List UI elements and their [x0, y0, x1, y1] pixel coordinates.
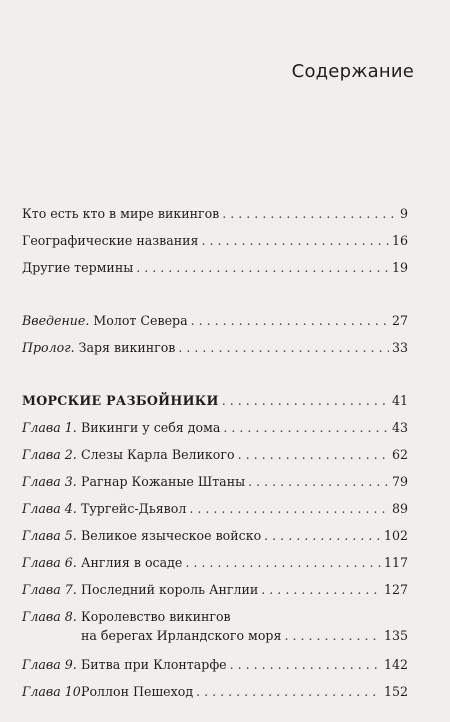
- toc-chapter-label: Роллон Пешеход: [81, 684, 194, 699]
- toc-entry-prefix: Пролог.: [22, 340, 75, 355]
- toc-chapter-number: Глава 3.: [22, 474, 77, 489]
- toc-entry-page: 33: [391, 340, 408, 355]
- page-title: Содержание: [291, 61, 414, 82]
- toc-chapter-label: Викинги у себя дома: [81, 420, 221, 435]
- toc-chapter-label: Битва при Клонтарфе: [81, 657, 227, 672]
- toc-chapter-page: 79: [391, 474, 408, 489]
- toc-chapter-page: 127: [383, 582, 408, 597]
- toc-entry-other-terms[interactable]: [22, 260, 408, 276]
- toc-chapter-4[interactable]: [22, 501, 408, 517]
- toc-chapter-page: 135: [383, 628, 408, 643]
- toc-chapter-number: Глава 9.: [22, 657, 77, 672]
- dot-leader: [178, 340, 389, 356]
- toc-entry-label: Другие термины: [22, 260, 134, 275]
- toc-chapter-3[interactable]: [22, 474, 408, 490]
- toc-chapter-label: Слезы Карла Великого: [81, 447, 235, 462]
- toc-chapter-label: Тургейс-Дьявол: [81, 501, 187, 516]
- toc-chapter-10[interactable]: [22, 684, 408, 700]
- dot-leader: [191, 313, 389, 329]
- toc-chapter-number: Глава 5.: [22, 528, 77, 543]
- dot-leader: [222, 206, 397, 222]
- toc-chapter-number: Глава 4.: [22, 501, 77, 516]
- toc-entry-page: 9: [399, 206, 408, 221]
- toc-entry-page: 27: [391, 313, 408, 328]
- toc-chapter-1[interactable]: [22, 420, 408, 436]
- toc-entry-prologue[interactable]: [22, 340, 408, 356]
- toc-entry-label: Географические названия: [22, 233, 199, 248]
- toc-chapter-number: Глава 1.: [22, 420, 77, 435]
- toc-chapter-page: 102: [383, 528, 408, 543]
- dot-leader: [222, 393, 389, 409]
- toc-chapter-9[interactable]: [22, 657, 408, 673]
- toc-chapter-page: 89: [391, 501, 408, 516]
- toc-chapter-number: Глава 8.: [22, 609, 77, 624]
- dot-leader: [196, 684, 381, 700]
- dot-leader: [238, 447, 389, 463]
- toc-section-label: МОРСКИЕ РАЗБОЙНИКИ: [22, 393, 219, 408]
- toc-entry-label: Молот Севера: [93, 313, 188, 328]
- toc-chapter-label: Рагнар Кожаные Штаны: [81, 474, 246, 489]
- toc-chapter-8-continued[interactable]: [81, 628, 408, 644]
- dot-leader: [201, 233, 389, 249]
- toc-chapter-page: 43: [391, 420, 408, 435]
- dot-leader: [189, 501, 389, 517]
- toc-chapter-label-continued: на берегах Ирландского моря: [81, 628, 282, 643]
- toc-entry-introduction[interactable]: [22, 313, 408, 329]
- toc-chapter-page: 62: [391, 447, 408, 462]
- toc-chapter-2[interactable]: [22, 447, 408, 463]
- toc-chapter-number: Глава 7.: [22, 582, 77, 597]
- toc-chapter-6[interactable]: [22, 555, 408, 571]
- toc-entry-label: Заря викингов: [78, 340, 176, 355]
- dot-leader: [185, 555, 381, 571]
- toc-chapter-page: 142: [383, 657, 408, 672]
- toc-entry-page: 19: [391, 260, 408, 275]
- dot-leader: [284, 628, 381, 644]
- toc-section-page: 41: [391, 393, 408, 408]
- toc-chapter-label: Последний король Англии: [81, 582, 259, 597]
- toc-entry-geographic-names[interactable]: [22, 233, 408, 249]
- toc-chapter-label: Великое языческое войско: [81, 528, 262, 543]
- dot-leader: [264, 528, 381, 544]
- toc-chapter-number: Глава 6.: [22, 555, 77, 570]
- dot-leader: [261, 582, 381, 598]
- dot-leader: [223, 420, 389, 436]
- dot-leader: [230, 657, 381, 673]
- dot-leader: [136, 260, 389, 276]
- toc-chapter-page: 117: [383, 555, 408, 570]
- toc-entry-prefix: Введение.: [22, 313, 90, 328]
- toc-entry-label: Кто есть кто в мире викингов: [22, 206, 220, 221]
- toc-chapter-page: 152: [383, 684, 408, 699]
- toc-chapter-8[interactable]: [22, 609, 408, 625]
- toc-chapter-7[interactable]: [22, 582, 408, 598]
- dot-leader: [248, 474, 389, 490]
- toc-chapter-label: Англия в осаде: [81, 555, 183, 570]
- toc-entry-who-is-who[interactable]: [22, 206, 408, 222]
- toc-section-sea-raiders[interactable]: [22, 393, 408, 409]
- toc-chapter-number: Глава 10.: [22, 684, 85, 699]
- toc-chapter-label: Королевство викингов: [81, 609, 231, 624]
- toc-entry-page: 16: [391, 233, 408, 248]
- toc-chapter-5[interactable]: [22, 528, 408, 544]
- toc-chapter-number: Глава 2.: [22, 447, 77, 462]
